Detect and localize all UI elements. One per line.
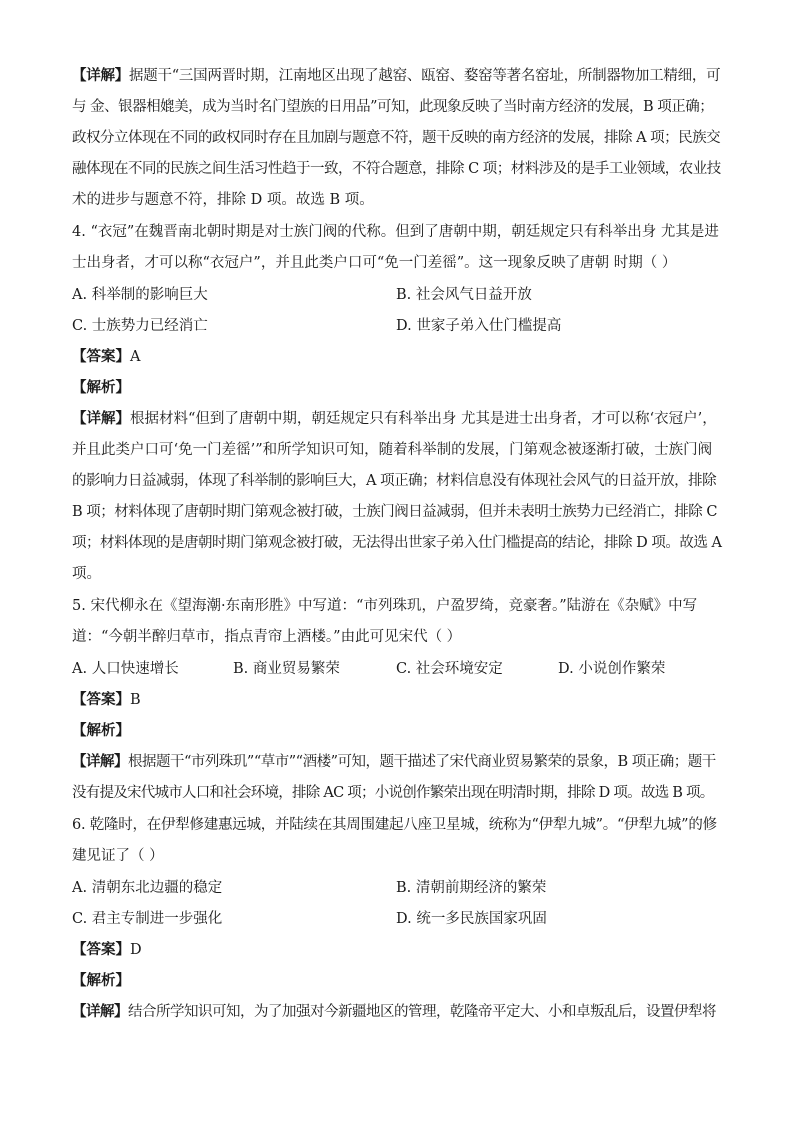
answer-label: 【答案】	[72, 942, 130, 958]
q5-option-c: C. 社会环境安定	[396, 661, 503, 677]
q4-answer-value: A	[130, 349, 141, 365]
q5-stem-line: 道：“今朝半醉归草市，指点青帘上酒楼。”由此可见宋代（ ）	[72, 629, 462, 645]
q5-stem-line: 5. 宋代柳永在《望海潮·东南形胜》中写道：“市列珠玑，户盈罗绮，竞豪奢。”陆游在《杂赋》中写	[72, 598, 698, 614]
q5-analysis-label: 【解析】	[72, 723, 130, 739]
detail-label: 【详解】	[72, 68, 129, 84]
q4-detail-line	[72, 409, 722, 429]
q3-detail-line: 政权分立体现在不同的政权同时存在且加剧与题意不符，题干反映的南方经济的发展，排除 A 项；民族交	[72, 130, 721, 146]
q5-option-b: B. 商业贸易繁荣	[233, 661, 340, 677]
q4-option-c: C. 士族势力已经消亡	[72, 318, 208, 334]
q3-detail-line: 与 金、银器相媲美，成为当时名门望族的日用品”可知，此现象反映了当时南方经济的发展，B 项正确；	[72, 99, 714, 115]
q4-analysis-label: 【解析】	[72, 380, 130, 396]
q6-detail-text: 结合所学知识可知，为了加强对今新疆地区的管理，乾隆帝平定大、小和卓叛乱后，设置伊犁将	[128, 1004, 716, 1020]
q4-detail-line: 项。	[72, 566, 101, 582]
q4-detail-line: B 项；材料体现了唐朝时期门第观念被打破，士族门阀日益减弱，但并未表明士族势力已经消亡，排除 C	[72, 504, 717, 520]
q3-detail-line: 融体现在不同的民族之间生活习性趋于一致，不符合题意，排除 C 项；材料涉及的是手工业领域，农业技	[72, 161, 721, 177]
answer-label: 【答案】	[72, 692, 130, 708]
detail-label: 【详解】	[72, 754, 128, 770]
q5-option-a: A. 人口快速增长	[72, 661, 179, 677]
q6-answer	[72, 940, 722, 960]
q6-option-c: C. 君主专制进一步强化	[72, 911, 223, 927]
q6-option-b: B. 清朝前期经济的繁荣	[396, 880, 547, 896]
q5-detail-line: 没有提及宋代城市人口和社会环境，排除 AC 项；小说创作繁荣出现在明清时期，排除 D 项。故选 B 项。	[72, 785, 714, 801]
q5-detail-text: 根据题干“市列珠玑”“草市”“酒楼”可知，题干描述了宋代商业贸易繁荣的景象，B 项正确；题干	[128, 754, 716, 770]
q6-analysis-label: 【解析】	[72, 973, 130, 989]
q6-option-d: D. 统一多民族国家巩固	[396, 911, 547, 927]
q3-detail-text: 据题干“三国两晋时期，江南地区出现了越窑、瓯窑、婺窑等著名窑址，所制器物加工精细，可	[129, 68, 721, 84]
q6-option-a: A. 清朝东北边疆的稳定	[72, 880, 223, 896]
detail-label: 【详解】	[72, 411, 130, 427]
q4-stem-line: 4. “衣冠”在魏晋南北朝时期是对士族门阀的代称。但到了唐朝中期，朝廷规定只有科举出身 尤其是进	[72, 224, 719, 240]
q5-option-d: D. 小说创作繁荣	[558, 661, 666, 677]
q4-detail-line: 并且此类户口可‘免一门差徭’”和所学知识可知，随着科举制的发展，门第观念被逐渐打破，士族门阀	[72, 442, 713, 458]
q4-option-a: A. 科举制的影响巨大	[72, 287, 208, 303]
q3-detail-line: 术的进步与题意不符，排除 D 项。故选 B 项。	[72, 192, 374, 208]
q4-detail-text: 根据材料“但到了唐朝中期，朝廷规定只有科举出身 尤其是进士出身者，才可以称‘衣冠户’，	[130, 411, 717, 427]
q4-option-b: B. 社会风气日益开放	[396, 287, 532, 303]
q6-detail-line	[72, 1002, 722, 1022]
q4-answer	[72, 347, 722, 367]
q3-detail-line	[72, 66, 722, 86]
q4-stem-line: 士出身者，才可以称“衣冠户”，并且此类户口可“免一门差徭”。这一现象反映了唐朝 时期（ ）	[72, 255, 677, 271]
q5-answer	[72, 690, 722, 710]
q4-detail-line: 项；材料体现的是唐朝时期门第观念被打破，无法得出世家子弟入仕门槛提高的结论，排除 D 项。故选 A	[72, 535, 722, 551]
q5-answer-value: B	[130, 692, 141, 708]
q6-stem-line: 6. 乾隆时，在伊犁修建惠远城，并陆续在其周围建起八座卫星城，统称为“伊犁九城”。“伊犁九城”的修	[72, 817, 717, 833]
answer-label: 【答案】	[72, 349, 130, 365]
q6-answer-value: D	[130, 942, 142, 958]
q4-detail-line: 的影响力日益减弱，体现了科举制的影响巨大，A 项正确；材料信息没有体现社会风气的日益开放，排除	[72, 473, 717, 489]
q6-stem-line: 建见证了（ ）	[72, 848, 164, 864]
detail-label: 【详解】	[72, 1004, 128, 1020]
q4-option-d: D. 世家子弟入仕门槛提高	[396, 318, 562, 334]
q5-detail-line	[72, 752, 722, 772]
